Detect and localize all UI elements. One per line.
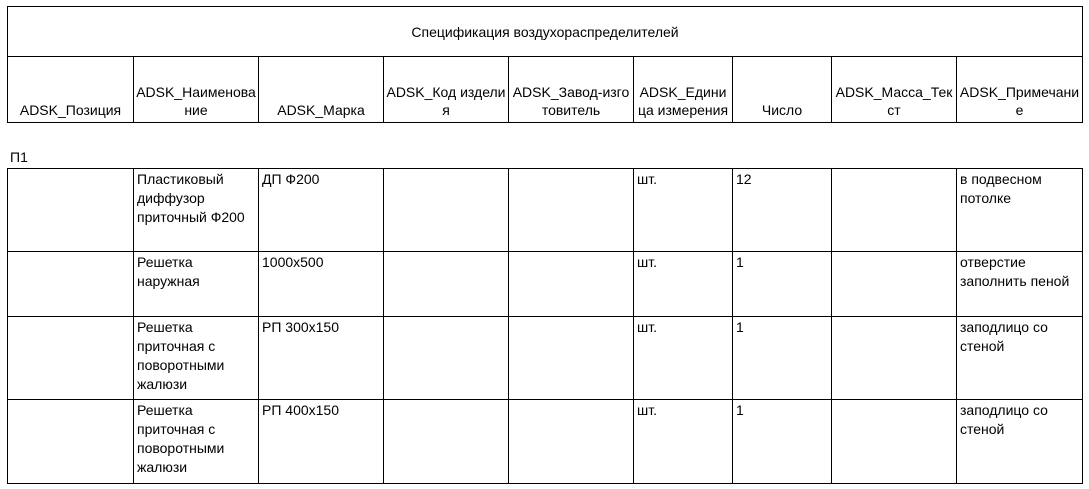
cell-code[interactable] [384, 169, 509, 252]
cell-mark[interactable]: РП 400х150 [259, 400, 384, 484]
cell-note[interactable]: в подвесном потолке [957, 169, 1083, 252]
cell-code[interactable] [384, 252, 509, 317]
cell-unit[interactable]: шт. [634, 252, 733, 317]
cell-position[interactable] [8, 169, 134, 252]
table-row [8, 252, 1083, 317]
cell-mark[interactable]: РП 300х150 [259, 317, 384, 400]
schedule-body [7, 168, 1083, 484]
cell-mass[interactable] [832, 252, 957, 317]
cell-manufacturer[interactable] [509, 169, 634, 252]
table-row [8, 169, 1083, 252]
column-header-count[interactable]: Число [733, 57, 832, 123]
column-header-code[interactable]: ADSK_Код изделия [384, 57, 509, 123]
column-header-manufacturer[interactable]: ADSK_Завод-изготовитель [509, 57, 634, 123]
table-row [8, 400, 1083, 484]
cell-note[interactable]: заподлицо со стеной [957, 317, 1083, 400]
group-label: П1 [10, 149, 28, 165]
cell-mark[interactable]: 1000х500 [259, 252, 384, 317]
cell-name[interactable]: Решетка наружная [134, 252, 259, 317]
cell-mass[interactable] [832, 400, 957, 484]
cell-position[interactable] [8, 252, 134, 317]
cell-mass[interactable] [832, 169, 957, 252]
column-header-unit[interactable]: ADSK_Единица измерения [634, 57, 733, 123]
cell-name[interactable]: Решетка приточная с поворотными жалюзи [134, 400, 259, 484]
column-header-mass[interactable]: ADSK_Масса_Текст [832, 57, 957, 123]
column-header-row [8, 57, 1083, 123]
cell-unit[interactable]: шт. [634, 400, 733, 484]
column-header-note[interactable]: ADSK_Примечание [957, 57, 1083, 123]
schedule-header [7, 6, 1083, 123]
column-header-position[interactable]: ADSK_Позиция [8, 57, 134, 123]
cell-code[interactable] [384, 400, 509, 484]
cell-manufacturer[interactable] [509, 317, 634, 400]
cell-note[interactable]: отверстие заполнить пеной [957, 252, 1083, 317]
cell-code[interactable] [384, 317, 509, 400]
cell-mass[interactable] [832, 317, 957, 400]
cell-position[interactable] [8, 317, 134, 400]
column-header-name[interactable]: ADSK_Наименование [134, 57, 259, 123]
cell-mark[interactable]: ДП Ф200 [259, 169, 384, 252]
schedule-title: Спецификация воздухораспределителей [8, 7, 1083, 57]
cell-manufacturer[interactable] [509, 252, 634, 317]
cell-unit[interactable]: шт. [634, 317, 733, 400]
table-row [8, 317, 1083, 400]
cell-name[interactable]: Пластиковый диффузор приточный Ф200 [134, 169, 259, 252]
cell-count[interactable]: 1 [733, 400, 832, 484]
cell-position[interactable] [8, 400, 134, 484]
cell-note[interactable]: заподлицо со стеной [957, 400, 1083, 484]
cell-unit[interactable]: шт. [634, 169, 733, 252]
column-header-mark[interactable]: ADSK_Марка [259, 57, 384, 123]
cell-count[interactable]: 1 [733, 317, 832, 400]
cell-manufacturer[interactable] [509, 400, 634, 484]
cell-count[interactable]: 1 [733, 252, 832, 317]
cell-count[interactable]: 12 [733, 169, 832, 252]
cell-name[interactable]: Решетка приточная с поворотными жалюзи [134, 317, 259, 400]
